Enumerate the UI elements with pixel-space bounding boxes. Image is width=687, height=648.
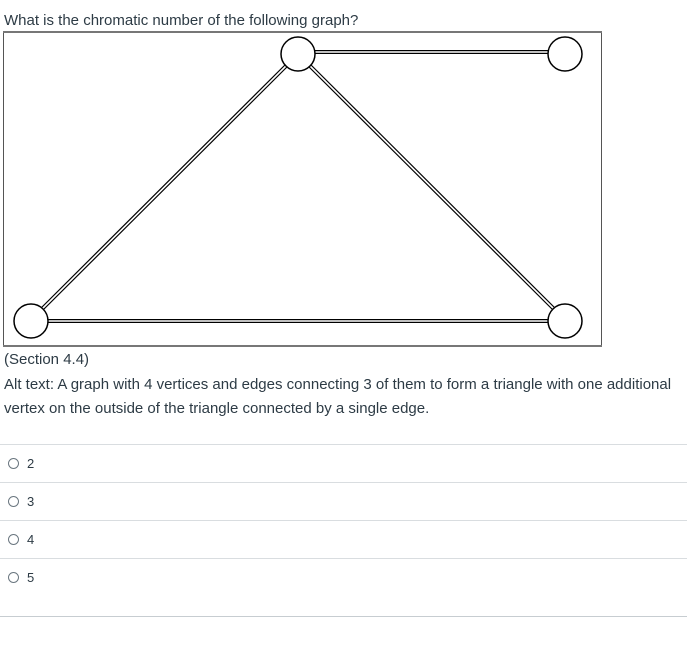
radio-button[interactable]	[8, 458, 19, 469]
figure-frame	[4, 33, 602, 347]
answer-option[interactable]	[0, 520, 687, 558]
edge-top-to-bottom-right	[298, 54, 565, 320]
answer-label: 2	[27, 456, 35, 471]
vertex-top	[281, 37, 315, 71]
edge-top-to-bottom-left	[31, 54, 298, 320]
answer-label: 4	[27, 532, 35, 547]
radio-button[interactable]	[8, 496, 19, 507]
answer-label: 3	[27, 494, 35, 509]
answer-label: 5	[27, 570, 35, 585]
answer-option[interactable]	[0, 482, 687, 520]
graph-svg	[0, 28, 604, 350]
vertex-bottom-left	[14, 304, 48, 338]
answer-option[interactable]	[0, 444, 687, 482]
section-reference: (Section 4.4)	[4, 351, 90, 368]
vertex-bottom-right	[548, 304, 582, 338]
vertex-right	[548, 37, 582, 71]
alt-text: Alt text: A graph with 4 vertices and edges connecting 3 of them to form a triangle with one additional vertex on the outside of the triangle connected by a single edge.	[4, 376, 672, 417]
answer-option[interactable]	[0, 558, 687, 596]
radio-button[interactable]	[8, 534, 19, 545]
question-text: What is the chromatic number of the following graph?	[4, 12, 359, 29]
radio-button[interactable]	[8, 572, 19, 583]
answer-list	[0, 444, 687, 596]
graph-figure	[0, 28, 604, 350]
divider	[0, 616, 687, 617]
